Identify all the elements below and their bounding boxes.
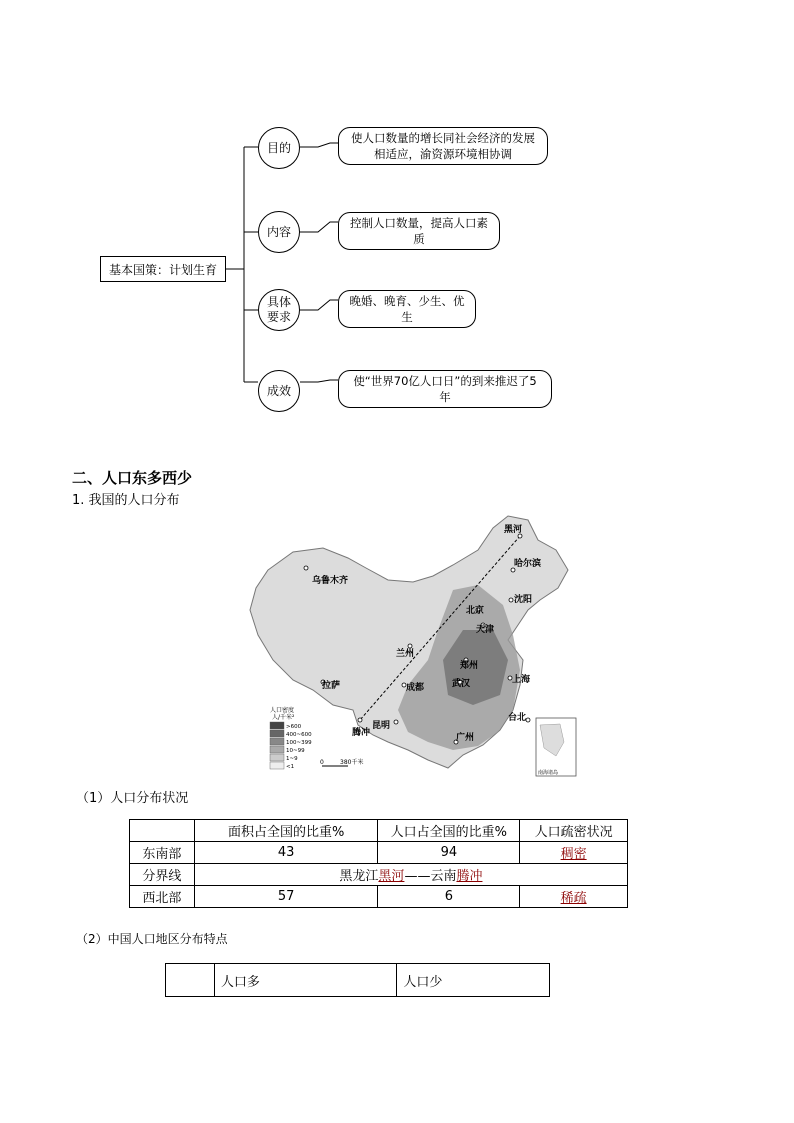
- row-area: 57: [194, 886, 378, 908]
- divider-prefix2: 云南: [430, 869, 457, 884]
- legend-label: 10~99: [286, 748, 305, 754]
- legend-title-line1: 人口密度: [270, 707, 295, 714]
- legend-label: 1~9: [286, 756, 298, 762]
- legend-title-line2: 人/千米²: [272, 714, 295, 721]
- map-label-harbin: 哈尔滨: [514, 559, 542, 569]
- map-label-guangzhou: 广州: [456, 733, 475, 743]
- requirements-label-line2: 要求: [266, 310, 291, 324]
- header-many: 人口多: [214, 964, 397, 997]
- header-population: 人口占全国的比重%: [378, 820, 520, 842]
- inset-label: 南海诸岛: [538, 770, 559, 776]
- map-legend: [270, 706, 312, 770]
- mindmap-node-requirements: [258, 289, 300, 331]
- mindmap-connectors: [0, 0, 794, 420]
- legend-label: 400~600: [286, 732, 312, 738]
- mindmap-detail-requirements: 晚婚、晚育、少生、优生: [338, 290, 476, 328]
- mindmap-root: 基本国策：计划生育: [100, 256, 226, 282]
- map-label-kunming: 昆明: [372, 721, 391, 731]
- map-label-shenyang: 沈阳: [514, 595, 533, 605]
- table-row-divider: [130, 864, 628, 886]
- divider-city2: 腾冲: [456, 869, 483, 884]
- row-area: 43: [194, 842, 378, 864]
- legend-swatch: [270, 762, 284, 769]
- row-pop: 94: [378, 842, 520, 864]
- header-blank: [130, 820, 195, 842]
- legend-label: >600: [286, 724, 302, 730]
- header-area: 面积占全国的比重%: [194, 820, 378, 842]
- distribution-table: [129, 819, 628, 908]
- map-label-shanghai: 上海: [512, 675, 531, 685]
- divider-prefix1: 黑龙江: [339, 869, 379, 884]
- row-pop: 6: [378, 886, 520, 908]
- mindmap-node-purpose: 目的: [258, 127, 300, 169]
- part1-title: （1）人口分布状况: [76, 791, 189, 806]
- map-label-zhengzhou: 郑州: [460, 661, 479, 671]
- mindmap-node-content: 内容: [258, 211, 300, 253]
- legend-swatch: [270, 738, 284, 745]
- map-label-tianjin: 天津: [476, 625, 495, 635]
- map-label-chengdu: 成都: [406, 683, 425, 693]
- header-blank: [166, 964, 215, 997]
- requirements-label-line1: 具体: [266, 295, 291, 309]
- header-few: 人口少: [397, 964, 550, 997]
- map-label-urumqi: 乌鲁木齐: [312, 576, 349, 586]
- scale-label: 380千米: [340, 759, 364, 766]
- legend-label: 100~399: [286, 740, 312, 746]
- scale-zero: 0: [320, 759, 324, 766]
- table-row: [130, 842, 628, 864]
- mindmap-node-results: 成效: [258, 370, 300, 412]
- mindmap-detail-content: 控制人口数量，提高人口素质: [338, 212, 500, 250]
- divider-name: 分界线: [130, 864, 195, 886]
- table-header-row: [130, 820, 628, 842]
- row-density: 稀疏: [520, 886, 628, 908]
- row-name: 西北部: [130, 886, 195, 908]
- map-label-lhasa: 拉萨: [322, 681, 341, 691]
- map-label-tengchong: 腾冲: [352, 728, 371, 738]
- map-label-beijing: 北京: [466, 606, 485, 616]
- header-density: 人口疏密状况: [520, 820, 628, 842]
- legend-swatch: [270, 730, 284, 737]
- section-title: 二、人口东多西少: [72, 469, 193, 487]
- legend-swatch: [270, 722, 284, 729]
- divider-dash: ——: [404, 869, 431, 884]
- legend-label: <1: [286, 764, 295, 770]
- divider-city1: 黑河: [378, 869, 405, 884]
- legend-swatch: [270, 746, 284, 753]
- map-label-taipei: 台北: [508, 713, 527, 723]
- part2-title: （2）中国人口地区分布特点: [76, 932, 228, 946]
- map-label-wuhan: 武汉: [452, 679, 471, 689]
- map-label-lanzhou: 兰州: [396, 649, 415, 659]
- map-label-heihe: 黑河: [504, 525, 523, 535]
- china-population-map: [238, 510, 583, 780]
- mindmap-detail-purpose: 使人口数量的增长同社会经济的发展相适应，渝资源环境相协调: [338, 127, 548, 165]
- table-row: [130, 886, 628, 908]
- mindmap-detail-results: 使“世界70亿人口日”的到来推迟了5年: [338, 370, 552, 408]
- divider-value: [194, 864, 627, 886]
- legend-swatch: [270, 754, 284, 761]
- features-table: [165, 963, 550, 997]
- section-subtitle: 1. 我国的人口分布: [72, 493, 180, 508]
- row-name: 东南部: [130, 842, 195, 864]
- row-density: 稠密: [520, 842, 628, 864]
- table-header-row: [166, 964, 550, 997]
